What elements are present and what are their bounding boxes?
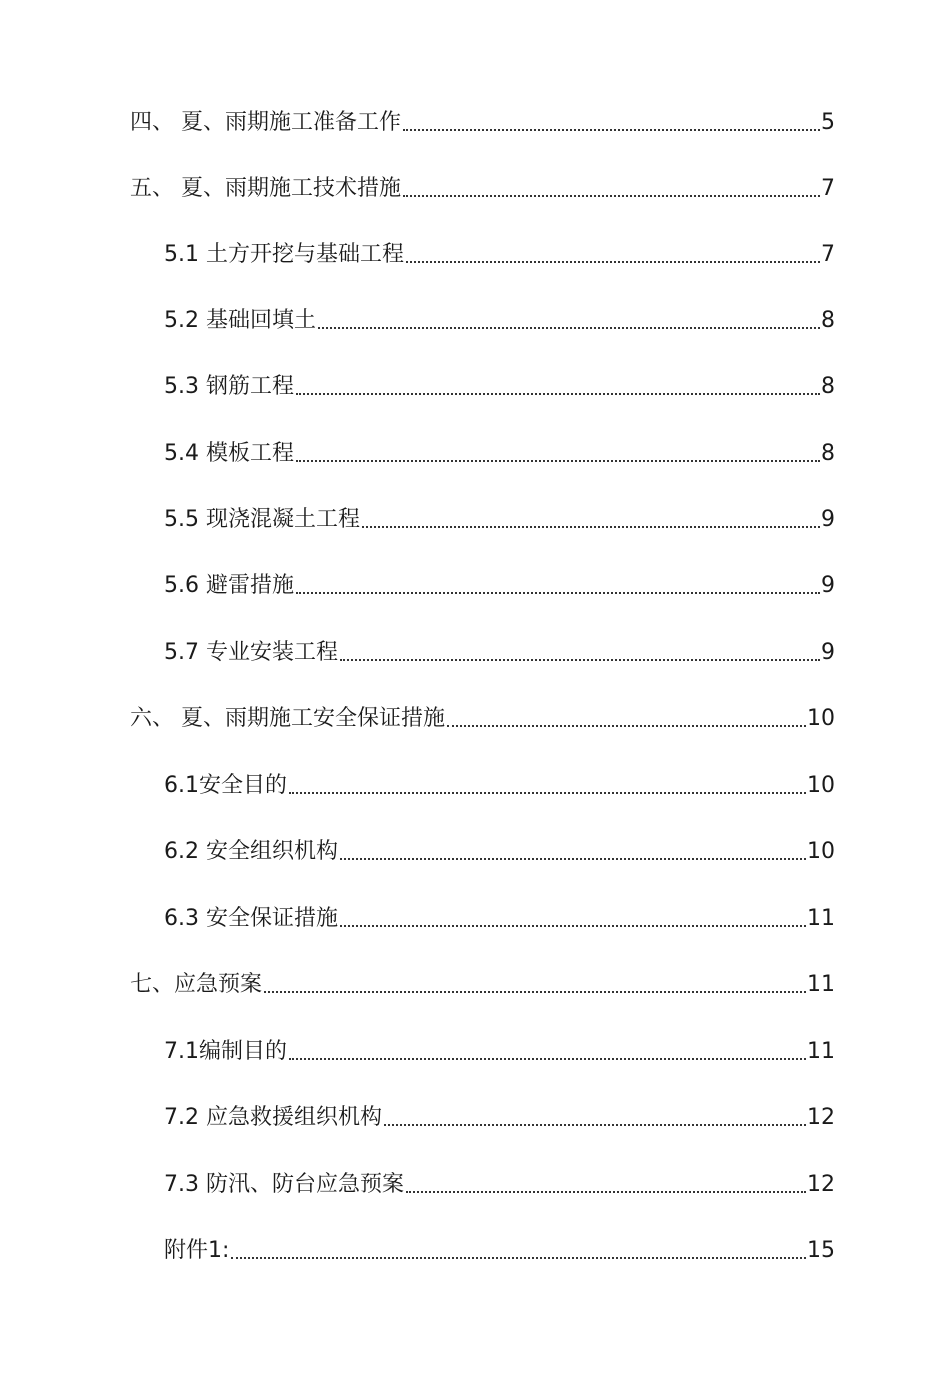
toc-dot-leader <box>406 1191 806 1193</box>
toc-entry[interactable] <box>164 1101 835 1135</box>
toc-dot-leader <box>289 792 806 794</box>
toc-entry[interactable] <box>164 370 835 404</box>
toc-dot-leader <box>340 925 806 927</box>
toc-entry-title: 6.3 安全保证措施 <box>164 906 338 931</box>
toc-entry-title: 5.1 土方开挖与基础工程 <box>164 242 404 267</box>
toc-dot-leader <box>340 858 806 860</box>
toc-entry-title: 6.1安全目的 <box>164 773 287 798</box>
toc-page-number: 10 <box>807 773 835 798</box>
toc-entry[interactable] <box>164 1168 835 1202</box>
toc-page-number: 9 <box>821 507 835 532</box>
toc-entry[interactable] <box>130 702 835 736</box>
toc-dot-leader <box>340 659 820 661</box>
toc-entry-title: 5.2 基础回填土 <box>164 308 316 333</box>
toc-entry[interactable] <box>164 769 835 803</box>
toc-dot-leader <box>231 1257 806 1259</box>
toc-entry-title: 5.7 专业安装工程 <box>164 640 338 665</box>
toc-dot-leader <box>384 1124 806 1126</box>
toc-dot-leader <box>447 725 806 727</box>
toc-page-number: 10 <box>807 706 835 731</box>
toc-page-number: 12 <box>807 1172 835 1197</box>
toc-page-number: 9 <box>821 573 835 598</box>
toc-entry[interactable] <box>164 1035 835 1069</box>
toc-entry-title: 6.2 安全组织机构 <box>164 839 338 864</box>
toc-entry[interactable] <box>164 636 835 670</box>
toc-dot-leader <box>403 129 820 131</box>
toc-dot-leader <box>296 592 820 594</box>
toc-dot-leader <box>289 1058 806 1060</box>
toc-entry-title: 5.3 钢筋工程 <box>164 374 294 399</box>
toc-dot-leader <box>406 261 820 263</box>
toc-entry[interactable] <box>130 172 835 206</box>
toc-entry[interactable] <box>164 238 835 272</box>
toc-page-number: 15 <box>807 1238 835 1263</box>
toc-dot-leader <box>296 460 820 462</box>
toc-dot-leader <box>264 991 806 993</box>
toc-entry-title: 五、 夏、雨期施工技术措施 <box>130 176 401 201</box>
toc-entry-title: 7.2 应急救援组织机构 <box>164 1105 382 1130</box>
toc-page-number: 11 <box>807 906 835 931</box>
toc-page-number: 11 <box>807 1039 835 1064</box>
toc-entry[interactable] <box>130 968 835 1002</box>
toc-entry[interactable] <box>164 902 835 936</box>
toc-dot-leader <box>403 195 820 197</box>
toc-dot-leader <box>296 393 820 395</box>
toc-page-number: 5 <box>821 110 835 135</box>
toc-entry-title: 7.1编制目的 <box>164 1039 287 1064</box>
toc-entry[interactable] <box>164 304 835 338</box>
toc-page-number: 9 <box>821 640 835 665</box>
toc-entry-title: 7.3 防汛、防台应急预案 <box>164 1172 404 1197</box>
toc-entry-title: 四、 夏、雨期施工准备工作 <box>130 110 401 135</box>
toc-entry[interactable] <box>164 569 835 603</box>
toc-entry-title: 七、应急预案 <box>130 972 263 997</box>
toc-page-number: 11 <box>807 972 835 997</box>
toc-page-number: 10 <box>807 839 835 864</box>
toc-entry-title: 5.6 避雷措施 <box>164 573 294 598</box>
toc-entry-title: 5.5 现浇混凝土工程 <box>164 507 360 532</box>
toc-entry[interactable] <box>164 437 835 471</box>
toc-entry[interactable] <box>164 835 835 869</box>
toc-page-number: 12 <box>807 1105 835 1130</box>
toc-page-number: 8 <box>821 308 835 333</box>
toc-page-number: 7 <box>821 242 835 267</box>
toc-entry[interactable] <box>130 106 835 140</box>
toc-dot-leader <box>318 327 820 329</box>
toc-entry[interactable] <box>164 1234 835 1268</box>
toc-dot-leader <box>362 526 820 528</box>
toc-entry[interactable] <box>164 503 835 537</box>
toc-entry-title: 六、 夏、雨期施工安全保证措施 <box>130 706 445 731</box>
toc-page-number: 7 <box>821 176 835 201</box>
toc-page-number: 8 <box>821 441 835 466</box>
toc-entry-title: 5.4 模板工程 <box>164 441 294 466</box>
toc-entry-title: 附件1: <box>164 1238 230 1263</box>
toc-page-number: 8 <box>821 374 835 399</box>
